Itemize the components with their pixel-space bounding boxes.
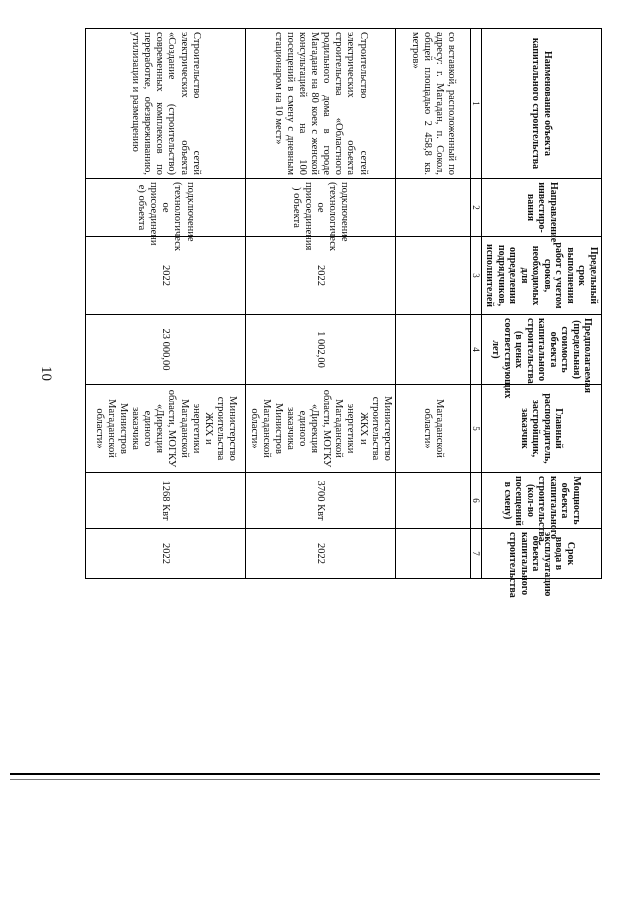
cell-name: со вставкой, расположенный по адресу: г. Магадан, п. Сокол, общей площадью 2 458,8 кв. метров» (395, 29, 470, 179)
col-num: 2 (470, 179, 481, 237)
col-num: 3 (470, 237, 481, 315)
cell-capacity: 3700 Квт (245, 473, 395, 529)
cell-deadline: 2022 (245, 237, 395, 315)
header-deadline: Предельный срок выполнения работ с учетом сроков, необходимых для определения подрядчиков, исполнителей (482, 237, 602, 315)
cell-cost (395, 315, 470, 385)
objects-table (85, 28, 602, 598)
col-num: 6 (470, 473, 481, 529)
header-name: Наименование объекта капитального строительства (482, 29, 602, 179)
header-cost: Предполагаемая (предельная) стоимость объекта капитального строительства (в ценах соответствующих лет) (482, 315, 602, 385)
col-num: 1 (470, 29, 481, 179)
header-direction: Направление инвестиро-вания (482, 179, 602, 237)
cell-commission (395, 529, 470, 579)
cell-deadline (395, 237, 470, 315)
bottom-divider-thin (10, 779, 600, 780)
bottom-divider (10, 773, 600, 775)
cell-cost: 1 002,00 (245, 315, 395, 385)
header-commission: Срок ввода в эксплуатацию объекта капитального строительства (482, 529, 602, 579)
cell-name: Строительство сетей электрических объекта «Создание (строительство) современных комплексов по переработке, обезвреживанию, утилизации и размещению (85, 29, 245, 179)
header-row (482, 29, 602, 579)
table-row (85, 29, 245, 579)
cell-commission: 2022 (85, 529, 245, 579)
cell-direction: подключение (технологическ ое присоединени е) объекта (85, 179, 245, 237)
cell-commission: 2022 (245, 529, 395, 579)
cell-name: Строительство сетей электрических объекта строительства «Областного родильного дома в городе Магадане на 80 коек с женской консультацией на 100 посещений в смену с дневным стационаром на 10 мест» (245, 29, 395, 179)
header-capacity: Мощность объекта капитального строительства (кол-во посещений в смену) (482, 473, 602, 529)
cell-direction (395, 179, 470, 237)
table-row (395, 29, 470, 579)
cell-direction: подключение (технологическ ое присоединения ) объекта (245, 179, 395, 237)
table-row (245, 29, 395, 579)
cell-customer: Магаданской области» (395, 385, 470, 473)
cell-customer: Министерство строительства ЖКХ и энергетики Магаданской области, МОГКУ «Дирекция единого заказчика Министров Магаданской области» (245, 385, 395, 473)
cell-cost: 23 000,00 (85, 315, 245, 385)
cell-customer: Министерство строительства ЖКХ и энергетики Магаданской области, МОГКУ «Дирекция единого заказчика Министров Магаданской области» (85, 385, 245, 473)
cell-deadline: 2022 (85, 237, 245, 315)
col-num: 4 (470, 315, 481, 385)
col-num: 5 (470, 385, 481, 473)
header-customer: Главный распорядитель, застройщик, заказчик (482, 385, 602, 473)
cell-capacity (395, 473, 470, 529)
col-num: 7 (470, 529, 481, 579)
column-number-row (470, 29, 481, 579)
cell-capacity: 1268 Квт (85, 473, 245, 529)
page-number: 10 (38, 366, 54, 381)
table-container (94, 28, 640, 598)
